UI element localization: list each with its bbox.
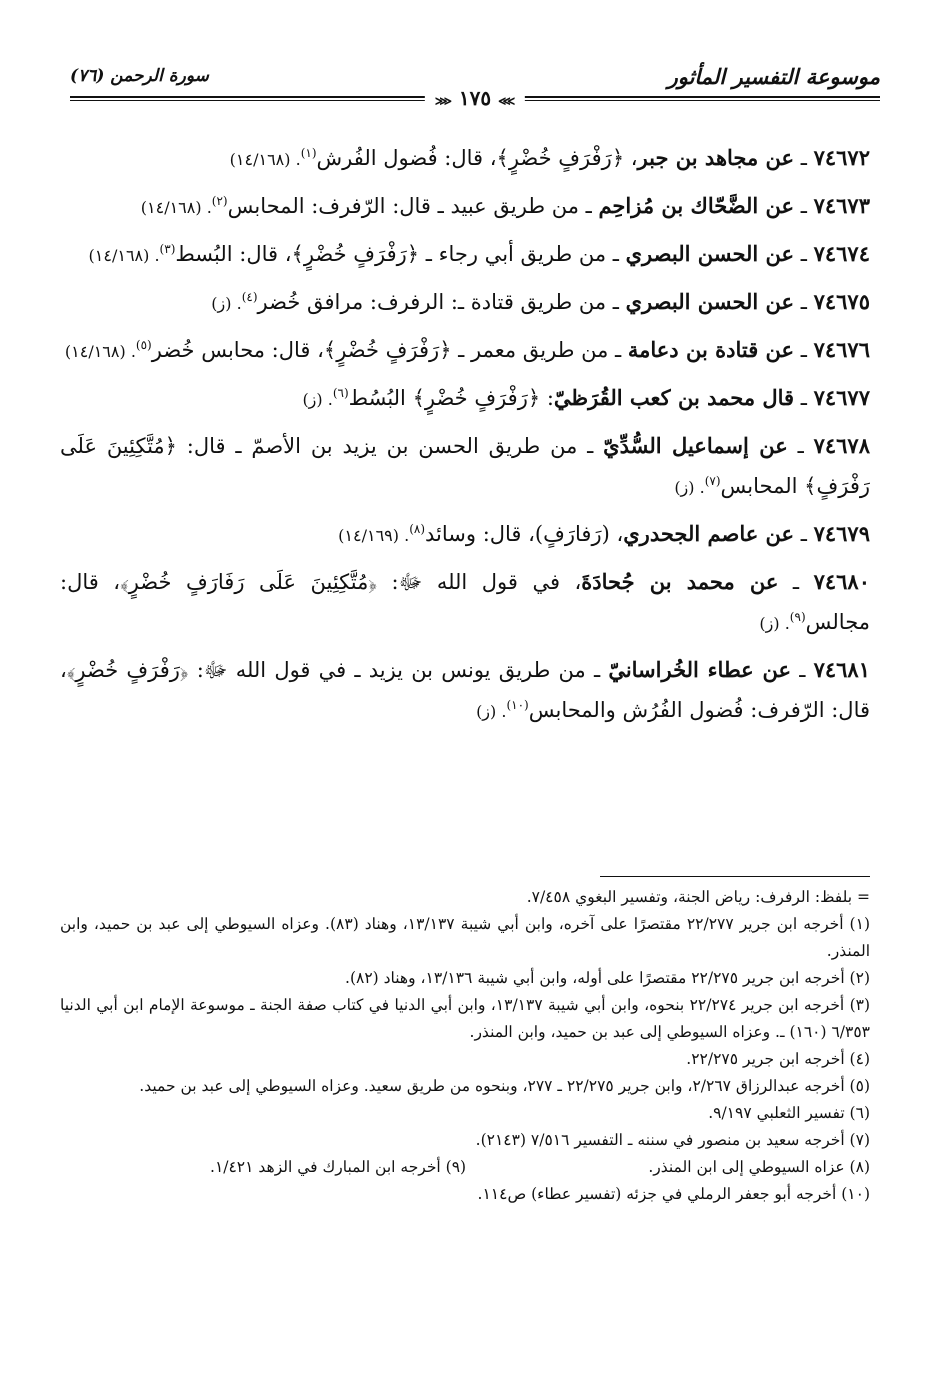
ornament-icon: ⋘ (434, 94, 452, 108)
footnote-marker: (٤) (241, 290, 258, 304)
entry-narrator: عن عطاء الخُراسانيّ (608, 657, 792, 682)
entry-reference: . (١٤/١٦٨) (229, 150, 301, 169)
entry-narrator: عن مجاهد بن جبر (637, 145, 795, 170)
entry-number: ٧٤٦٨٠ (813, 569, 870, 594)
entry-text: ـ من طريق يونس بن يزيد ـ في قول الله ﷻ: ﴿رَفْرَفٍ خُضْرٍ﴾، قال: الرّفرف: فُضول الفُرُش والمحابس (60, 658, 870, 722)
entry-text: ، (رَفارَفٍ)، قال: وسائد (425, 522, 624, 546)
footnote-marker: (٨) (409, 522, 426, 536)
footnote-7: (٧) أخرجه سعيد بن منصور في سننه ـ التفسير ٧/٥١٦ (٢١٤٣). (475, 1131, 870, 1149)
entry-text: ، في قول الله ﷻ: ﴿مُتَّكِئِينَ عَلَى رَفَارَفٍ خُضْرٍ﴾، قال: مجالس (60, 570, 870, 634)
entry-number: ٧٤٦٧٧ (813, 385, 870, 410)
footnote-8: (٨) عزاه السيوطي إلى ابن المنذر. (648, 1158, 870, 1176)
entry: ٧٤٦٨٠ ـ عن محمد بن جُحادَةَ، في قول الله ﷻ: ﴿مُتَّكِئِينَ عَلَى رَفَارَفٍ خُضْرٍ﴾، قال: مجالس$^{(٩)}$. (ز) (60, 569, 870, 634)
entry-text: ـ من طريق معمر ـ ﴿رَفْرَفٍ خُضْرٍ﴾، قال: محابس خُضر (151, 338, 628, 362)
footnote-marker: (١٠) (506, 698, 529, 712)
page-header (70, 62, 880, 110)
ornament-icon: ⋙ (498, 94, 516, 108)
entry-reference: . (ز) (674, 478, 705, 497)
footnote-marker: (٦) (332, 386, 349, 400)
entry: ٧٤٦٧٤ ـ عن الحسن البصري ـ من طريق أبي رجاء ـ ﴿رَفْرَفٍ خُضْرٍ﴾، قال: البُسط$^{(٣)}$. (١٤/١٦٨) (88, 241, 870, 266)
entry-reference: . (١٤/١٦٩) (338, 526, 410, 545)
entry-text: ـ من طريق قتادة ـ: الرفرف: مرافق خُضر (257, 290, 626, 314)
entry-number: ٧٤٦٧٥ (813, 289, 870, 314)
entry-narrator: عن محمد بن جُحادَةَ (581, 569, 779, 594)
footnote-marker: (٥) (135, 338, 152, 352)
entry-reference: . (ز) (302, 390, 333, 409)
entry-reference: . (١٤/١٦٨) (88, 246, 160, 265)
footnote-marker: (٩) (789, 610, 806, 624)
entry-reference: . (ز) (211, 294, 242, 313)
entry-text: ـ من طريق عبيد ـ قال: الرّفرف: المحابس (227, 194, 599, 218)
footnotes (60, 884, 870, 1208)
footnote-separator (600, 876, 870, 877)
entry: ٧٤٦٧٢ ـ عن مجاهد بن جبر، ﴿رَفْرَفٍ خُضْرٍ﴾، قال: فُضول الفُرش$^{(١)}$. (١٤/١٦٨) (229, 145, 870, 170)
entry-text: ـ من طريق أبي رجاء ـ ﴿رَفْرَفٍ خُضْرٍ﴾، قال: البُسط (175, 242, 626, 266)
entry-number: ٧٤٦٧٤ (813, 241, 870, 266)
footnote-marker: (١) (300, 146, 317, 160)
entry-number: ٧٤٦٧٢ (813, 145, 870, 170)
entry-narrator: عن إسماعيل السُّدِّيّ (603, 433, 788, 458)
entry-number: ٧٤٦٧٨ (813, 433, 870, 458)
entry-text: : ﴿رَفْرَفٍ خُضْرٍ﴾ البُسُط (348, 386, 554, 410)
entry-text: ـ من طريق الحسن بن يزيد بن الأصمّ ـ قال: ﴿مُتَّكِئِينَ عَلَى رَفْرَفٍ﴾ المحابس (60, 434, 870, 498)
footnote-marker: (٣) (159, 242, 176, 256)
entry-number: ٧٤٦٧٦ (813, 337, 870, 362)
entry: ٧٤٦٨١ ـ عن عطاء الخُراسانيّ ـ من طريق يونس بن يزيد ـ في قول الله ﷻ: ﴿رَفْرَفٍ خُضْرٍ﴾، قال: الرّفرف: فُضول الفُرُش والمحابس$^{(١٠)}$. (ز) (60, 657, 870, 722)
footnote-9: (٩) أخرجه ابن المبارك في الزهد ١/٤٢١. (210, 1158, 467, 1176)
book-title: موسوعة التفسير المأثور (667, 64, 880, 89)
entry: ٧٤٦٧٩ ـ عن عاصم الجحدري، (رَفارَفٍ)، قال: وسائد$^{(٨)}$. (١٤/١٦٩) (338, 521, 870, 546)
entry-narrator: عن الحسن البصري (625, 289, 795, 314)
entry-narrator: قال محمد بن كعب القُرَظيّ (553, 385, 795, 410)
entry-text: ، ﴿رَفْرَفٍ خُضْرٍ﴾، قال: فُضول الفُرش (316, 146, 638, 170)
surah-title: سورة الرحمن (٧٦) (70, 66, 209, 86)
entry: ٧٤٦٧٧ ـ قال محمد بن كعب القُرَظيّ: ﴿رَفْرَفٍ خُضْرٍ﴾ البُسُط$^{(٦)}$. (ز) (302, 385, 870, 410)
entry-reference: . (١٤/١٦٨) (64, 342, 136, 361)
footnote-4: (٤) أخرجه ابن جرير ٢٢/٢٧٥. (686, 1050, 870, 1068)
entry: ٧٤٦٧٨ ـ عن إسماعيل السُّدِّيّ ـ من طريق الحسن بن يزيد بن الأصمّ ـ قال: ﴿مُتَّكِئِينَ عَلَى رَفْرَفٍ﴾ المحابس$^{(٧)}$. (ز) (60, 433, 870, 498)
entry-number: ٧٤٦٧٣ (813, 193, 870, 218)
entry-narrator: عن الضَّحّاك بن مُزاحِم (598, 193, 795, 218)
entry: ٧٤٦٧٣ ـ عن الضَّحّاك بن مُزاحِم ـ من طريق عبيد ـ قال: الرّفرف: المحابس$^{(٢)}$. (١٤/١٦٨) (140, 193, 870, 218)
footnote-6: (٦) تفسير الثعلبي ٩/١٩٧. (708, 1104, 870, 1122)
entry-narrator: عن قتادة بن دعامة (627, 337, 795, 362)
footnote-1: (١) أخرجه ابن جرير ٢٢/٢٧٧ مقتصرًا على آخره، وابن أبي شيبة ١٣/١٣٧، وهناد (٨٣). وعزاه السيوطي إلى عبد بن حميد، وابن المنذر. (60, 915, 870, 960)
footnote-continuation: = بلفظ: الرفرف: رياض الجنة، وتفسير البغوي ٧/٤٥٨. (526, 888, 870, 906)
page-number-box (425, 86, 525, 110)
main-text (60, 138, 870, 738)
entry: ٧٤٦٧٥ ـ عن الحسن البصري ـ من طريق قتادة ـ: الرفرف: مرافق خُضر$^{(٤)}$. (ز) (211, 289, 870, 314)
footnote-2: (٢) أخرجه ابن جرير ٢٢/٢٧٥ مقتصرًا على أوله، وابن أبي شيبة ١٣/١٣٦، وهناد (٨٢). (345, 969, 870, 987)
entry-number: ٧٤٦٧٩ (813, 521, 870, 546)
footnote-row (60, 1154, 870, 1181)
entry-number: ٧٤٦٨١ (813, 657, 870, 682)
footnote-marker: (٧) (704, 474, 721, 488)
entry: ٧٤٦٧٦ ـ عن قتادة بن دعامة ـ من طريق معمر ـ ﴿رَفْرَفٍ خُضْرٍ﴾، قال: محابس خُضر$^{(٥)}$. (١٤/١٦٨) (64, 337, 870, 362)
entry-narrator: عن عاصم الجحدري (623, 521, 795, 546)
footnote-10: (١٠) أخرجه أبو جعفر الرملي في جزئه (تفسير عطاء) ص١١٤. (477, 1185, 870, 1203)
page-number: ١٧٥ (458, 86, 492, 110)
entry-reference: . (١٤/١٦٨) (140, 198, 212, 217)
entry-narrator: عن الحسن البصري (625, 241, 795, 266)
footnote-5: (٥) أخرجه عبدالرزاق ٢/٢٦٧، وابن جرير ٢٢/٢٧٥ ـ ٢٧٧، وبنحوه من طريق سعيد. وعزاه السيوطي إلى عبد بن حميد. (139, 1077, 870, 1095)
footnote-3: (٣) أخرجه ابن جرير ٢٢/٢٧٤ بنحوه، وابن أبي شيبة ١٣/١٣٧، وابن أبي الدنيا في كتاب صفة الجنة ـ موسوعة الإمام ابن أبي الدنيا ٦/٣٥٣ (١٦٠) ـ. وعزاه السيوطي إلى عبد بن حميد، وابن المنذر. (60, 996, 871, 1041)
entry-reference: . (ز) (476, 702, 507, 721)
footnote-marker: (٢) (211, 194, 228, 208)
entry-reference: . (ز) (759, 614, 790, 633)
